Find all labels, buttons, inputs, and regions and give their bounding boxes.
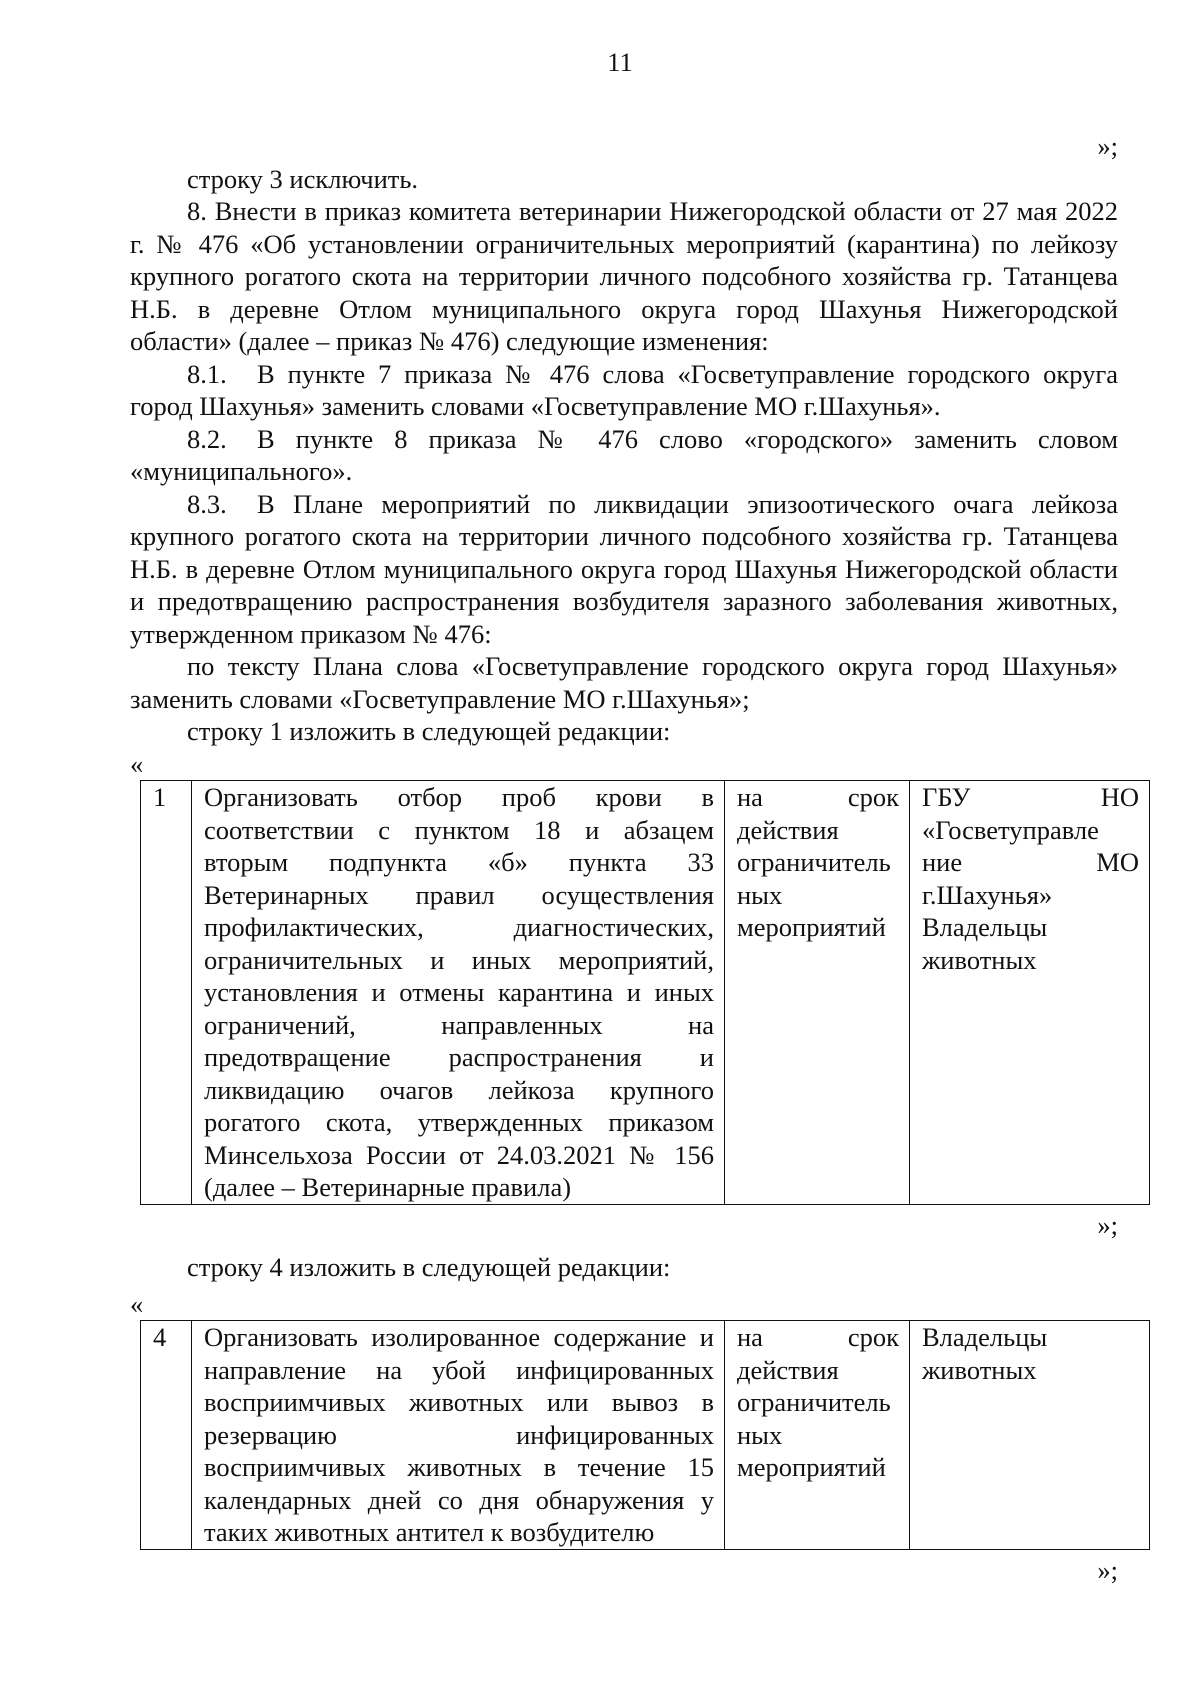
item-8-2	[130, 423, 1118, 488]
item-8-3	[130, 488, 1118, 651]
spacer	[130, 1241, 1118, 1251]
row4-term-cell: на срок действия ограничитель ных мероприятий	[725, 1321, 910, 1550]
row3-exclude-line: строку 3 исключить.	[187, 163, 419, 194]
item-8-2-number: 8.2.	[187, 423, 227, 454]
row1-intro: строку 1 изложить в следующей редакции:	[187, 716, 671, 746]
item-8-3-number: 8.3.	[187, 488, 227, 519]
item-8-text: Внести в приказ комитета ветеринарии Нижегородской области от 27 мая 2022 г. № 476 «Об установлении ограничительных мероприятий (карантина) по лейкозу крупного рогатого скота на территории личного подсобного хозяйства гр. Татанцева Н.Б. в деревне Отлом муниципального округа город Шахунья Нижегородской области» (далее – приказ № 476) следующие изменения:	[130, 196, 1118, 356]
item-8-1	[130, 358, 1118, 423]
item-8-2-text: В пункте 8 приказа № 476 слово «городского» заменить словом «муниципального».	[130, 423, 1118, 486]
row1-action-cell: Организовать отбор проб крови в соответствии с пунктом 18 и абзацем вторым подпункта «б» пункта 33 Ветеринарных правил осуществления профилактических, диагностических, ограничительных и иных мероприятий, установления и отмены карантина и иных ограничений, направленных на предотвращение распространения и ликвидацию очагов лейкоза крупного рогатого скота, утвержденных приказом Минсельхоза России от 24.03.2021 № 156 (далее – Ветеринарные правила)	[192, 781, 725, 1205]
row4-number-cell: 4	[141, 1321, 192, 1550]
amend-table-row4	[140, 1320, 1150, 1550]
table-row	[141, 781, 1150, 1205]
page-number: 11	[607, 47, 633, 77]
document-body	[130, 130, 1139, 1586]
closing-quote-top: »;	[1097, 131, 1118, 161]
item-8-number: 8.	[187, 196, 207, 226]
row1-term-cell: на срок действия ограничитель ных мероприятий	[725, 781, 910, 1205]
row1-responsible-owners: Владельцы животных	[922, 912, 1048, 975]
row4-responsible-cell: Владельцы животных	[910, 1321, 1150, 1550]
row4-intro: строку 4 изложить в следующей редакции:	[187, 1252, 671, 1282]
close-quote-row1: »;	[1097, 1209, 1118, 1240]
amend-table-row1	[140, 780, 1150, 1205]
item-8-3-text: В Плане мероприятий по ликвидации эпизоотического очага лейкоза крупного рогатого скота на территории личного подсобного хозяйства гр. Татанцева Н.Б. в деревне Отлом муниципального округа город Шахунья Нижегородской области и предотвращению распространения возбудителя заразного заболевания животных, утвержденном приказом № 476:	[130, 488, 1118, 649]
item-8-1-number: 8.1.	[187, 358, 227, 389]
open-quote-row1: «	[130, 748, 144, 779]
row4-action-cell: Организовать изолированное содержание и направление на убой инфицированных восприимчивых животных или вывоз в резервацию инфицированных восприимчивых животных в течение 15 календарных дней со дня обнаружения у таких животных антител к возбудителю	[192, 1321, 725, 1550]
plan-text-replace: по тексту Плана слова «Госветуправление городского округа город Шахунья» заменить словами «Госветуправление МО г.Шахунья»;	[130, 651, 1118, 714]
item-8	[130, 195, 1118, 358]
item-8-1-text: В пункте 7 приказа № 476 слова «Госветуправление городского округа город Шахунья» заменить словами «Госветуправление МО г.Шахунья».	[130, 358, 1118, 421]
row1-responsible-cell	[910, 781, 1150, 1205]
table-row	[141, 1321, 1150, 1550]
open-quote-row4: «	[130, 1288, 144, 1319]
row1-number-cell: 1	[141, 781, 192, 1205]
row1-responsible-org: ГБУ НО «Госветуправле ние МО г.Шахунья»	[922, 782, 1139, 910]
close-quote-row4: »;	[1097, 1554, 1118, 1585]
